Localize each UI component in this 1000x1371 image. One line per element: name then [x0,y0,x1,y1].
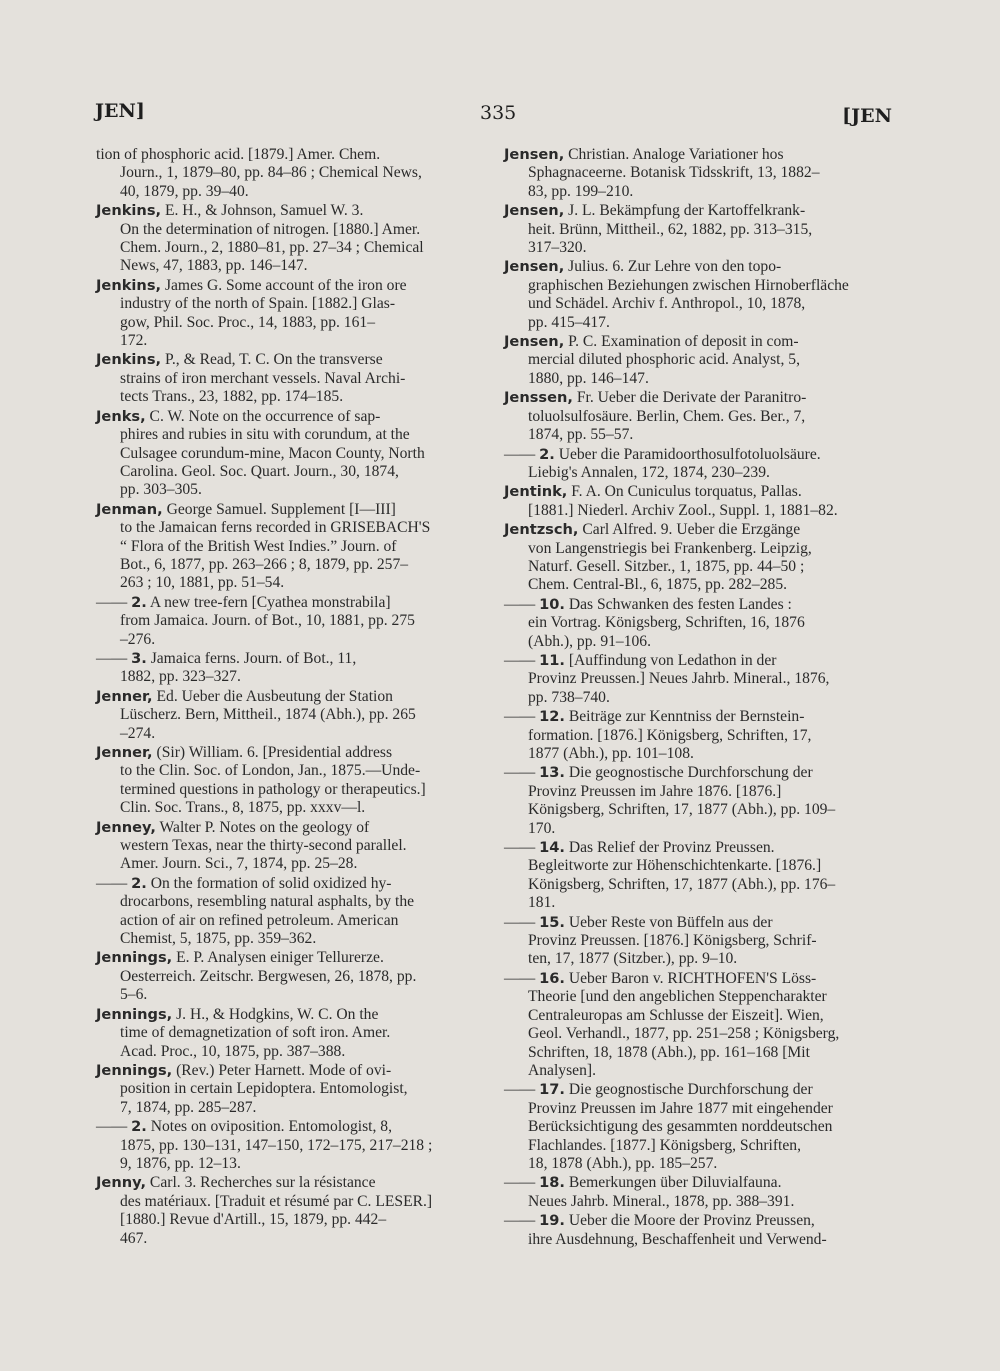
entry-line: Flachlandes. [1877.] Königsberg, Schriften, [528,1136,801,1154]
item-number: 2. [131,874,147,892]
entry-line: Jenney, Walter P. Notes on the geology of [96,818,370,836]
index-entry [96,202,478,276]
entry-line: Sphagnaceerne. Botanisk Tidsskrift, 13, 1882– [528,164,820,182]
index-entry [96,501,478,593]
entry-line: position in certain Lepidoptera. Entomologist, [120,1080,408,1098]
entry-line: und Schädel. Archiv f. Anthropol., 10, 1878, [528,295,806,313]
index-entry [96,594,478,649]
entry-line: pp. 303–305. [120,481,202,499]
entry-line: Jenks, C. W. Note on the occurrence of sap- [96,407,381,425]
entry-line: tion of phosphoric acid. [1879.] Amer. Chem. [96,146,381,163]
item-number: 14. [539,839,565,857]
entry-line: Geol. Verhandl., 1877, pp. 251–258 ; Königsberg, [528,1025,840,1043]
entry-line: ihre Ausdehnung, Beschaffenheit und Verwend- [528,1230,827,1248]
headword: Jentink, [504,483,568,501]
index-entry [96,277,478,351]
entry-line: Provinz Preussen im Jahre 1877 mit eingehender [528,1099,833,1117]
entry-line: —— 2. Ueber die Paramidoorthosulfotoluolsäure. [504,445,821,463]
headword: Jensen, [504,202,565,220]
index-entry [96,688,478,743]
index-entry [96,1118,478,1173]
entry-line: von Langenstriegis bei Frankenberg. Leipzig, [528,539,812,557]
entry-line: 1882, pp. 323–327. [120,668,241,686]
headword: Jenkins, [96,351,162,369]
entry-line: —— 18. Bemerkungen über Diluvialfauna. [504,1174,782,1192]
item-number: 13. [539,764,565,782]
index-entry [96,408,478,500]
item-number: 10. [539,595,565,613]
item-number: 2. [539,445,555,463]
index-entry [504,389,892,444]
headword: Jenks, [96,407,146,425]
entry-line: —— 11. [Auffindung von Ledathon in der [504,651,777,669]
entry-line: 9, 1876, pp. 12–13. [120,1154,241,1172]
index-entry [504,970,892,1080]
entry-line: 317–320. [528,239,587,257]
entry-line: Clin. Soc. Trans., 8, 1875, pp. xxxv—l. [120,799,366,817]
entry-line: —— 19. Ueber die Moore der Provinz Preussen, [504,1212,815,1230]
entry-line: Oesterreich. Zeitschr. Bergwesen, 26, 1878, pp. [120,967,417,985]
index-entry [504,258,892,332]
item-number: 17. [539,1081,565,1099]
index-entry [96,875,478,949]
entry-line: graphischen Beziehungen zwischen Hirnoberfläche [528,276,849,294]
entry-line: pp. 738–740. [528,688,610,706]
headword: Jennings, [96,949,173,967]
entry-line: Jenssen, Fr. Ueber die Derivate der Paranitro- [504,389,807,407]
entry-line: Carolina. Geol. Soc. Quart. Journ., 30, 1874, [120,462,399,480]
entry-line: action of air on refined petroleum. American [120,911,399,929]
right-column [504,146,892,1249]
item-number: 3. [131,649,147,667]
entry-line: —— 15. Ueber Reste von Büffeln aus der [504,913,773,931]
entry-line: Jenner, (Sir) William. 6. [Presidential address [96,744,393,761]
entry-line: Amer. Journ. Sci., 7, 1874, pp. 25–28. [120,855,358,873]
index-entry [96,650,478,687]
entry-line: from Jamaica. Journ. of Bot., 10, 1881, pp. 275 [120,612,415,630]
entry-line: termined questions in pathology or therapeutics.] [120,780,426,798]
index-entry [504,1174,892,1211]
entry-line: 467. [120,1229,148,1247]
entry-line: Jensen, J. L. Bekämpfung der Kartoffelkrank- [504,202,806,220]
entry-line: strains of iron merchant vessels. Naval Archi- [120,369,406,387]
entry-line: 1880, pp. 146–147. [528,369,649,387]
entry-line: —— 2. Notes on oviposition. Entomologist, 8, [96,1118,392,1136]
entry-line: Neues Jahrb. Mineral., 1878, pp. 388–391. [528,1192,795,1210]
entry-line: ten, 17, 1877 (Sitzber.), pp. 9–10. [528,950,738,968]
entry-line: Jennings, J. H., & Hodgkins, W. C. On the [96,1005,379,1023]
entry-line: 7, 1874, pp. 285–287. [120,1098,257,1116]
entry-line: ein Vortrag. Königsberg, Schriften, 16, 1876 [528,614,805,632]
item-number: 19. [539,1212,565,1230]
entry-line: Theorie [und den angeblichen Steppencharakter [528,988,827,1006]
entry-line: Begleitworte zur Höhenschichtenkarte. [1876.] [528,857,822,875]
index-entry [504,1081,892,1173]
headword: Jenney, [96,818,156,836]
item-number: 11. [539,651,565,669]
entry-line: Jensen, Christian. Analoge Variationer hos [504,146,784,163]
index-entry [504,708,892,763]
item-number: 15. [539,913,565,931]
headword: Jenman, [96,500,163,518]
entry-line: 18, 1878 (Abh.), pp. 185–257. [528,1154,718,1172]
entry-line: 5–6. [120,986,148,1004]
entry-line: Jensen, Julius. 6. Zur Lehre von den topo- [504,258,782,276]
entry-line: 83, pp. 199–210. [528,182,634,200]
headword: Jensen, [504,333,565,351]
headword: Jenssen, [504,389,573,407]
entry-line: “ Flora of the British West Indies.” Journ. of [120,537,397,555]
entry-line: Provinz Preussen im Jahre 1876. [1876.] [528,782,782,800]
entry-line: Jennings, (Rev.) Peter Harnett. Mode of ovi- [96,1061,392,1079]
entry-line: —— 13. Die geognostische Durchforschung der [504,764,813,782]
entry-line: Analysen]. [528,1061,596,1079]
entry-line: Jenkins, E. H., & Johnson, Samuel W. 3. [96,202,364,220]
headword: Jensen, [504,258,565,276]
entry-line: Bot., 6, 1877, pp. 263–266 ; 8, 1879, pp. 257– [120,555,409,573]
entry-line: tects Trans., 23, 1882, pp. 174–185. [120,388,344,406]
index-entry [96,146,478,201]
entry-line: Jenny, Carl. 3. Recherches sur la résistance [96,1174,376,1192]
entry-line: Chem. Journ., 2, 1880–81, pp. 27–34 ; Chemical [120,239,424,257]
entry-line: News, 47, 1883, pp. 146–147. [120,257,308,275]
entry-line: Jenkins, P., & Read, T. C. On the transverse [96,351,383,369]
running-head-right: [JEN [842,105,892,127]
index-entry [504,202,892,257]
headword: Jensen, [504,146,565,163]
entry-line: –276. [120,630,156,648]
entry-line: 170. [528,819,556,837]
entry-line: 1877 (Abh.), pp. 101–108. [528,745,694,762]
entry-line: heit. Brünn, Mittheil., 62, 1882, pp. 313–315, [528,220,813,238]
entry-line: western Texas, near the thirty-second parallel. [120,837,407,855]
entry-line: [1881.] Niederl. Archiv Zool., Suppl. 1, 1881–82. [528,501,838,519]
entry-line: industry of the north of Spain. [1882.] Glas- [120,295,396,313]
entry-line: Provinz Preussen.] Neues Jahrb. Mineral., 1876, [528,670,830,688]
index-entry [96,949,478,1004]
entry-line: Lüscherz. Bern, Mittheil., 1874 (Abh.), pp. 265 [120,706,416,724]
index-entry [504,521,892,595]
entry-line: pp. 415–417. [528,313,610,331]
entry-line: Königsberg, Schriften, 17, 1877 (Abh.), pp. 176– [528,875,836,893]
entry-line: to the Clin. Soc. of London, Jan., 1875.—Unde- [120,762,421,780]
headword: Jentzsch, [504,521,579,539]
entry-line: —— 2. A new tree-fern [Cyathea monstrabila] [96,593,391,611]
entry-line: —— 16. Ueber Baron v. RICHTHOFEN'S Löss- [504,969,817,987]
left-column [96,146,478,1248]
headword: Jenkins, [96,276,162,294]
headword: Jennings, [96,1061,173,1079]
entry-line: Königsberg, Schriften, 17, 1877 (Abh.), pp. 109– [528,801,836,819]
headword: Jenner, [96,687,153,705]
index-entry [504,596,892,651]
entry-line: Jenkins, James G. Some account of the iron ore [96,276,407,294]
index-entry [96,744,478,818]
index-entry [96,1006,478,1061]
item-number: 16. [539,969,565,987]
index-entry [504,446,892,483]
entry-line: 263 ; 10, 1881, pp. 51–54. [120,574,285,592]
index-entry [96,351,478,406]
entry-line: —— 10. Das Schwanken des festen Landes : [504,595,792,613]
entry-line: —— 3. Jamaica ferns. Journ. of Bot., 11, [96,649,357,667]
index-entry [96,1062,478,1117]
entry-line: 172. [120,332,148,350]
entry-line: –274. [120,724,156,742]
item-number: 18. [539,1174,565,1192]
index-entry [504,1212,892,1249]
item-number: 12. [539,708,565,726]
entry-line: Culsagee corundum-mine, Macon County, North [120,444,425,462]
item-number: 2. [131,593,147,611]
entry-line: Centraleuropas am Schlusse der Eiszeit]. Wien, [528,1006,824,1024]
entry-line: Journ., 1, 1879–80, pp. 84–86 ; Chemical News, [120,164,422,182]
entry-line: Provinz Preussen. [1876.] Königsberg, Schrif- [528,932,817,950]
entry-line: Chem. Central-Bl., 6, 1875, pp. 282–285. [528,576,788,594]
entry-line: Acad. Proc., 10, 1875, pp. 387–388. [120,1042,346,1060]
entry-line: des matériaux. [Traduit et résumé par C. LESER.] [120,1192,433,1210]
index-entry [504,914,892,969]
entry-line: 181. [528,894,556,912]
index-entry [504,146,892,201]
index-entry [504,483,892,520]
entry-line: 1875, pp. 130–131, 147–150, 172–175, 217–218 ; [120,1136,433,1154]
entry-line: 1874, pp. 55–57. [528,426,634,444]
entry-line: Naturf. Gesell. Sitzber., 1, 1875, pp. 44–50 ; [528,557,805,575]
entry-line: (Abh.), pp. 91–106. [528,632,652,650]
entry-line: [1880.] Revue d'Artill., 15, 1879, pp. 442– [120,1211,387,1229]
entry-line: On the determination of nitrogen. [1880.] Amer. [120,220,421,238]
index-entry [504,652,892,707]
entry-line: —— 17. Die geognostische Durchforschung der [504,1081,813,1099]
entry-line: Jentink, F. A. On Cuniculus torquatus, Pallas. [504,483,802,501]
entry-line: Jenner, Ed. Ueber die Ausbeutung der Station [96,687,393,705]
entry-line: to the Jamaican ferns recorded in GRISEBACH'S [120,519,431,537]
entry-line: Jenman, George Samuel. Supplement [I—III] [96,500,396,518]
headword: Jenny, [96,1174,147,1192]
index-entry [96,819,478,874]
item-number: 2. [131,1118,147,1136]
entry-line: mercial diluted phosphoric acid. Analyst, 5, [528,351,800,369]
index-entry [96,1174,478,1248]
running-head-left: JEN] [95,100,145,122]
index-entry [504,764,892,838]
entry-line: gow, Phil. Soc. Proc., 14, 1883, pp. 161– [120,313,375,331]
entry-line: Jensen, P. C. Examination of deposit in com- [504,333,799,351]
entry-line: Liebig's Annalen, 172, 1874, 230–239. [528,463,770,481]
index-entry [504,333,892,388]
entry-line: 40, 1879, pp. 39–40. [120,182,249,200]
headword: Jenner, [96,744,153,761]
entry-line: Chemist, 5, 1875, pp. 359–362. [120,930,317,948]
entry-line: Jennings, E. P. Analysen einiger Tellurerze. [96,949,384,967]
headword: Jennings, [96,1005,173,1023]
entry-line: Jentzsch, Carl Alfred. 9. Ueber die Erzgänge [504,521,801,539]
entry-line: phires and rubies in situ with corundum, at the [120,426,410,444]
entry-line: Schriften, 18, 1878 (Abh.), pp. 161–168 [Mit [528,1043,810,1061]
entry-line: —— 2. On the formation of solid oxidized hy- [96,874,392,892]
entry-line: toluolsulfosäure. Berlin, Chem. Ges. Ber., 7, [528,407,806,425]
entry-line: —— 12. Beiträge zur Kenntniss der Bernstein- [504,708,805,726]
index-entry [504,839,892,913]
entry-line: time of demagnetization of soft iron. Amer. [120,1024,391,1042]
entry-line: drocarbons, resembling natural asphalts, by the [120,893,415,911]
entry-line: formation. [1876.] Königsberg, Schriften, 17, [528,726,812,744]
entry-line: Berücksichtigung des gesammten norddeutschen [528,1118,833,1136]
page-number: 335 [480,102,517,124]
headword: Jenkins, [96,202,162,220]
entry-line: —— 14. Das Relief der Provinz Preussen. [504,839,775,857]
